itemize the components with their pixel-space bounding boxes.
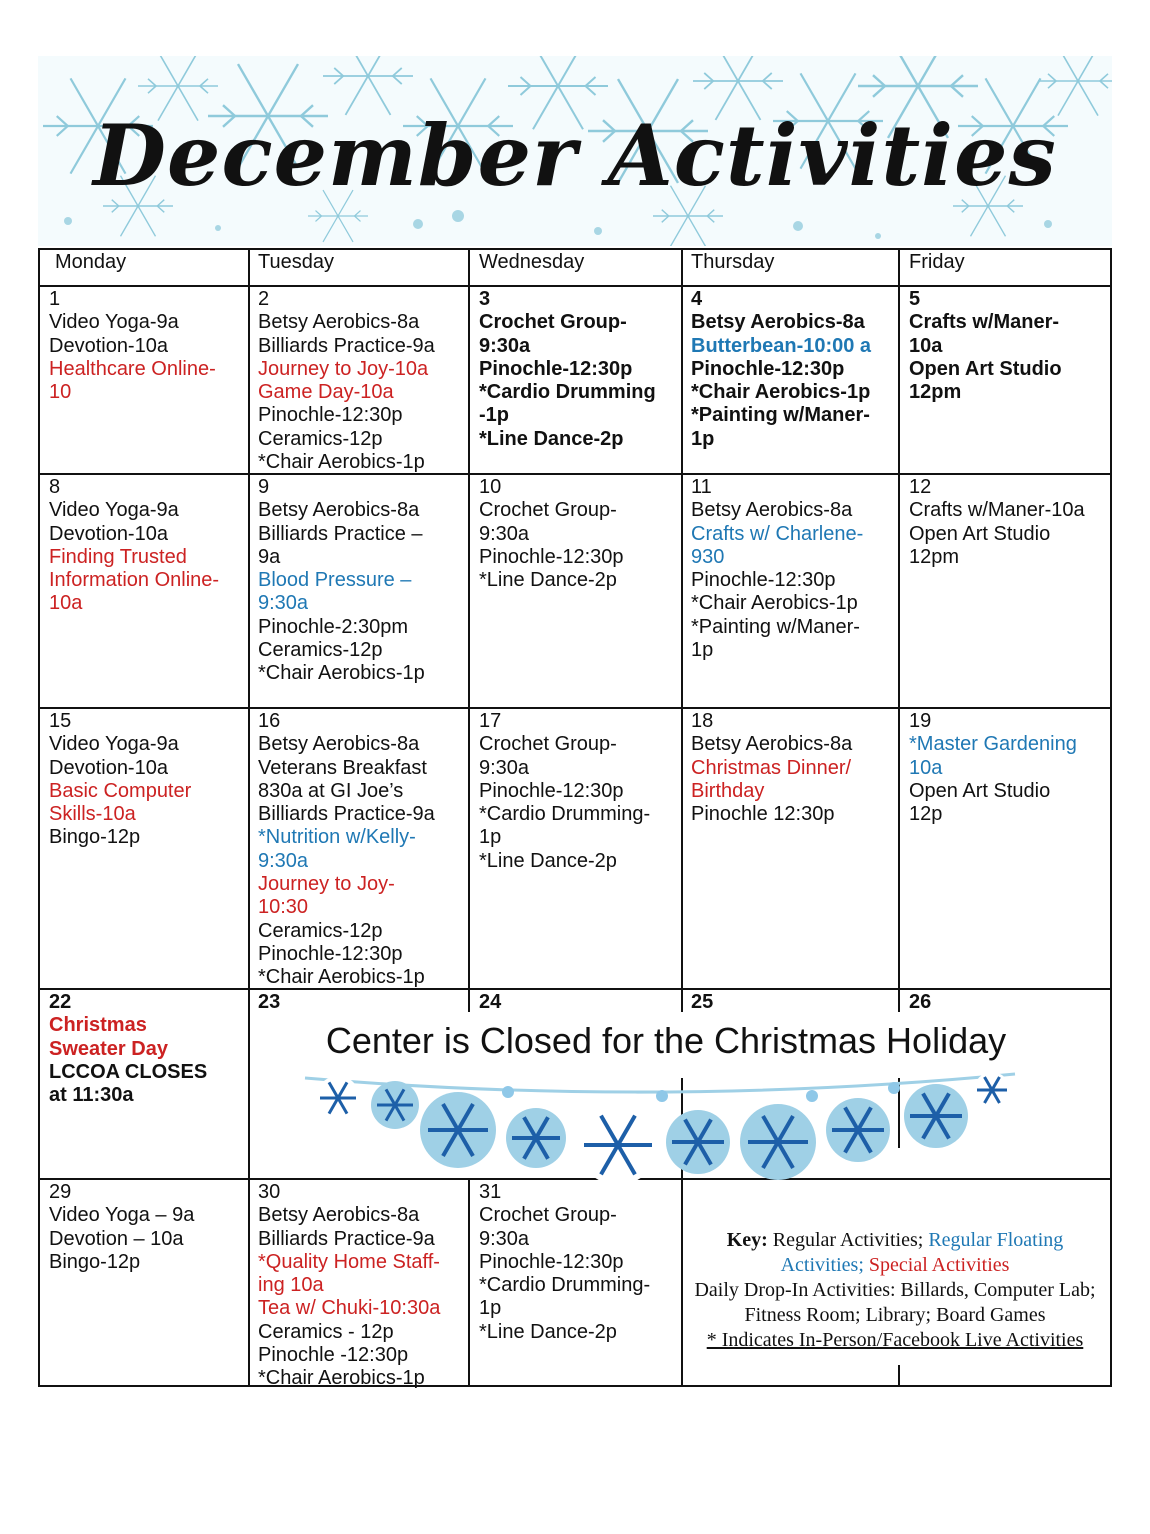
header-banner — [38, 56, 1112, 246]
activity: Crochet Group- — [479, 733, 617, 756]
day-cell-11 — [691, 476, 863, 662]
special-activity: Basic Computer — [49, 779, 192, 802]
activity: Pinochle-12:30p — [258, 942, 403, 965]
activity: Pinochle-12:30p — [258, 404, 403, 427]
key-dropin: Daily Drop-In Activities: Billards, Computer Lab; Fitness Room; Library; Board Games — [694, 1279, 1096, 1326]
activity: Pinochle-12:30p — [691, 569, 836, 592]
day-number: 19 — [909, 710, 932, 732]
activity: *Painting w/Maner- — [691, 615, 860, 638]
activity: Betsy Aerobics-8a — [691, 499, 853, 522]
day-number: 1 — [49, 288, 61, 310]
day-cell-12 — [909, 476, 1085, 569]
activity: Open Art Studio — [909, 357, 1062, 380]
day-cell-26 — [909, 991, 931, 1014]
activity: 1p — [479, 826, 502, 849]
key-note: * Indicates In-Person/Facebook Live Activities — [706, 1329, 1084, 1351]
day-cell-29 — [49, 1181, 194, 1274]
special-activity: Tea w/ Chuki-10:30a — [258, 1297, 441, 1320]
special-activity: Journey to Joy- — [258, 873, 395, 896]
legend-key — [684, 1228, 1106, 1353]
floating-activity: Crafts w/ Charlene- — [691, 522, 864, 545]
day-number: 11 — [691, 476, 712, 498]
day-number: 18 — [691, 710, 714, 732]
activity: Pinochle-2:30pm — [258, 615, 409, 638]
header-friday: Friday — [909, 251, 965, 273]
activity: Video Yoga-9a — [49, 499, 179, 522]
day-cell-16 — [258, 710, 435, 990]
day-cell-30 — [258, 1181, 440, 1391]
header-wednesday: Wednesday — [479, 251, 585, 273]
snowflake-garland — [300, 1060, 1020, 1195]
day-cell-23 — [258, 991, 280, 1014]
day-cell-22 — [49, 991, 207, 1107]
grid-line — [40, 988, 1110, 990]
snowflake-icon — [316, 1076, 360, 1120]
activity: *Chair Aerobics-1p — [691, 381, 871, 404]
day-number: 10 — [479, 476, 502, 498]
special-activity: 10 — [49, 381, 72, 404]
grid-line — [40, 285, 1110, 287]
day-number: 30 — [258, 1181, 281, 1203]
activity: Billiards Practice-9a — [258, 1227, 435, 1250]
page-title: December Activities — [93, 106, 1057, 205]
day-cell-15 — [49, 710, 191, 850]
key-floating: Regular Floating Activities; — [780, 1229, 1064, 1276]
activity: Veterans Breakfast — [258, 756, 427, 779]
activity: Crochet Group- — [479, 1204, 617, 1227]
holiday-closed-banner: Center is Closed for the Christmas Holiday — [325, 1020, 1007, 1061]
special-activity: Journey to Joy-10a — [258, 357, 429, 380]
grid-line — [40, 707, 1110, 709]
day-cell-31 — [479, 1181, 650, 1344]
special-activity: Finding Trusted — [49, 545, 187, 568]
activity: *Cardio Drumming- — [479, 803, 651, 826]
activity: Pinochle-12:30p — [479, 545, 624, 568]
activity: 9:30a — [479, 756, 530, 779]
activity: 830a at GI Joe’s — [258, 779, 404, 802]
activity: 1p — [691, 427, 715, 450]
snowflake-icon — [666, 1110, 730, 1174]
grid-line — [898, 988, 900, 1012]
day-cell-18 — [691, 710, 852, 826]
activity: Pinochle-12:30p — [691, 357, 845, 380]
floating-activity: *Nutrition w/Kelly- — [258, 826, 416, 849]
day-number: 17 — [479, 710, 502, 732]
activity: Ceramics-12p — [258, 427, 383, 450]
day-cell-24 — [479, 991, 501, 1014]
grid-line — [468, 250, 470, 988]
activity: 12pm — [909, 545, 960, 568]
activity: *Chair Aerobics-1p — [691, 592, 858, 615]
grid-line — [681, 988, 683, 1012]
key-special: Special Activities — [863, 1254, 1010, 1276]
activity: Bingo-12p — [49, 1250, 141, 1273]
floating-activity: Blood Pressure – — [258, 569, 412, 592]
floating-activity: 10a — [909, 756, 943, 779]
snowflake-icon — [740, 1104, 816, 1180]
special-activity: Healthcare Online- — [49, 357, 216, 380]
header-monday: Monday — [55, 251, 127, 273]
activity: Crochet Group- — [479, 311, 627, 334]
day-number: 12 — [909, 476, 932, 498]
legend-line-1 — [684, 1228, 1106, 1278]
special-activity: 10:30 — [258, 896, 309, 919]
day-cell-25 — [691, 991, 713, 1014]
day-number: 9 — [258, 476, 270, 498]
special-activity: Information Online- — [49, 569, 220, 592]
activity: at 11:30a — [49, 1084, 134, 1107]
activity: Devotion-10a — [49, 522, 168, 545]
special-activity: Sweater Day — [49, 1037, 168, 1060]
activity: *Chair Aerobics-1p — [258, 966, 425, 989]
activity: *Line Dance-2p — [479, 1320, 617, 1343]
activity: 9:30a — [479, 1227, 530, 1250]
activity: Betsy Aerobics-8a — [258, 499, 420, 522]
activity: Bingo-12p — [49, 826, 141, 849]
snowflake-icon — [826, 1098, 890, 1162]
header-tuesday: Tuesday — [258, 251, 334, 273]
floating-activity: *Master Gardening — [909, 733, 1077, 756]
activity: Ceramics - 12p — [258, 1320, 394, 1343]
day-number: 16 — [258, 710, 281, 732]
snowflake-icon — [904, 1084, 968, 1148]
special-activity: Christmas — [49, 1014, 147, 1037]
day-number: 25 — [691, 991, 714, 1013]
day-cell-17 — [479, 710, 650, 873]
grid-line — [468, 988, 470, 1012]
activity: Pinochle-12:30p — [479, 779, 624, 802]
day-cell-19 — [909, 710, 1077, 826]
activity: Video Yoga – 9a — [49, 1204, 195, 1227]
activity: Pinochle -12:30p — [258, 1344, 409, 1367]
special-activity: Game Day-10a — [258, 381, 394, 404]
header-thursday: Thursday — [691, 251, 775, 273]
activity: Pinochle-12:30p — [479, 357, 633, 380]
key-regular: Regular Activities; — [767, 1229, 924, 1251]
day-cell-5 — [909, 288, 1062, 404]
activity: *Cardio Drumming — [479, 381, 656, 404]
activity: *Line Dance-2p — [479, 849, 617, 872]
grid-line — [40, 473, 1110, 475]
activity: 1p — [691, 639, 714, 662]
day-cell-10 — [479, 476, 624, 592]
special-activity: Skills-10a — [49, 803, 136, 826]
special-activity: *Quality Home Staff- — [258, 1250, 440, 1273]
activity: Billiards Practice-9a — [258, 803, 435, 826]
day-number: 29 — [49, 1181, 72, 1203]
activity: 12p — [909, 803, 943, 826]
day-number: 3 — [479, 288, 491, 310]
day-number: 4 — [691, 288, 703, 310]
activity: Open Art Studio — [909, 522, 1051, 545]
activity: Devotion – 10a — [49, 1227, 184, 1250]
grid-line — [898, 250, 900, 988]
snowflake-icon — [974, 1072, 1010, 1108]
grid-line — [248, 250, 250, 1385]
activity: Devotion-10a — [49, 334, 168, 357]
activity: Crochet Group- — [479, 499, 617, 522]
activity: Betsy Aerobics-8a — [258, 733, 420, 756]
activity: 9:30a — [479, 522, 530, 545]
activity: 9:30a — [479, 334, 531, 357]
day-number: 26 — [909, 991, 932, 1013]
grid-line — [898, 1365, 900, 1385]
snowflake-icon — [420, 1092, 496, 1168]
day-cell-9 — [258, 476, 425, 686]
key-label: Key: — [726, 1229, 768, 1251]
activity: Crafts w/Maner-10a — [909, 499, 1085, 522]
day-number: 2 — [258, 288, 270, 310]
activity: *Chair Aerobics-1p — [258, 662, 425, 685]
activity: 12pm — [909, 381, 962, 404]
activity: Video Yoga-9a — [49, 733, 179, 756]
snowflake-icon — [506, 1108, 566, 1168]
activity: Ceramics-12p — [258, 639, 383, 662]
day-number: 22 — [49, 991, 72, 1013]
day-cell-4 — [691, 288, 871, 451]
special-activity: 10a — [49, 592, 83, 615]
day-number: 15 — [49, 710, 72, 732]
activity: Betsy Aerobics-8a — [258, 1204, 420, 1227]
activity: Billiards Practice – — [258, 522, 423, 545]
floating-activity: Butterbean-10:00 a — [691, 334, 872, 357]
activity: *Line Dance-2p — [479, 569, 617, 592]
activity: 1p — [479, 1297, 502, 1320]
day-cell-2 — [258, 288, 435, 474]
snowflake-icon — [371, 1081, 419, 1129]
activity: *Chair Aerobics-1p — [258, 1367, 425, 1390]
activity: *Cardio Drumming- — [479, 1274, 651, 1297]
activity: LCCOA CLOSES — [49, 1060, 208, 1083]
activity: -1p — [479, 404, 509, 427]
day-number: 31 — [479, 1181, 502, 1203]
activity: *Line Dance-2p — [479, 427, 624, 450]
activity: Betsy Aerobics-8a — [691, 311, 865, 334]
activity: Ceramics-12p — [258, 919, 383, 942]
activity: Open Art Studio — [909, 779, 1051, 802]
activity: Pinochle 12:30p — [691, 803, 835, 826]
activity: *Chair Aerobics-1p — [258, 451, 425, 474]
activity: Crafts w/Maner- — [909, 311, 1060, 334]
calendar-grid — [38, 248, 1112, 1390]
special-activity: ing 10a — [258, 1274, 324, 1297]
floating-activity: 930 — [691, 545, 725, 568]
day-cell-8 — [49, 476, 219, 616]
activity: 10a — [909, 334, 943, 357]
activity: 9a — [258, 545, 281, 568]
floating-activity: 9:30a — [258, 592, 309, 615]
floating-activity: 9:30a — [258, 849, 309, 872]
special-activity: Christmas Dinner/ — [691, 756, 852, 779]
grid-line — [468, 1178, 470, 1385]
activity: Pinochle-12:30p — [479, 1250, 624, 1273]
activity: Billiards Practice-9a — [258, 334, 435, 357]
snowflake-icon — [578, 1105, 658, 1185]
activity: Devotion-10a — [49, 756, 168, 779]
day-number: 8 — [49, 476, 61, 498]
day-number: 24 — [479, 991, 502, 1013]
day-number: 5 — [909, 288, 921, 310]
day-cell-1 — [49, 288, 216, 404]
special-activity: Birthday — [691, 779, 765, 802]
day-number: 23 — [258, 991, 281, 1013]
day-cell-3 — [479, 288, 656, 451]
activity: Betsy Aerobics-8a — [691, 733, 853, 756]
activity: Video Yoga-9a — [49, 311, 179, 334]
activity: Betsy Aerobics-8a — [258, 311, 420, 334]
activity: *Painting w/Maner- — [691, 404, 870, 427]
grid-line — [681, 250, 683, 988]
